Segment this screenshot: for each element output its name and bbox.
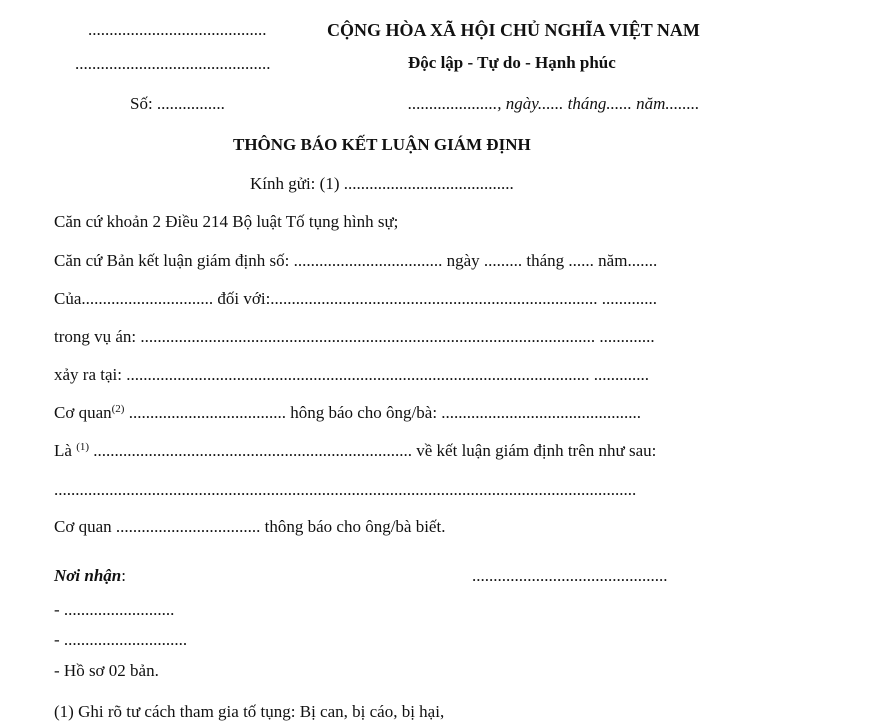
issuer-name-blank: .......................................... bbox=[88, 20, 267, 39]
participant-role-line bbox=[54, 441, 656, 461]
legal-basis-line: Căn cứ khoản 2 Điều 214 Bộ luật Tố tụng hình sự; bbox=[54, 212, 399, 231]
document-number: Số: ................ bbox=[130, 94, 225, 113]
footnote-ref-2: (2) bbox=[111, 403, 125, 415]
notify-person-blank: ..................................... hông báo cho ông/bà: ............................................... bbox=[124, 403, 642, 422]
footnote-ref-1: (1) bbox=[76, 441, 90, 453]
recipients-label: Nơi nhận bbox=[54, 566, 122, 585]
location-line: xảy ra tại: ............................................................................................................. ............. bbox=[54, 365, 649, 384]
role-label: Là bbox=[54, 441, 77, 460]
national-motto: Độc lập - Tự do - Hạnh phúc bbox=[408, 53, 616, 72]
recipient-item-3: - Hồ sơ 02 bản. bbox=[54, 661, 159, 680]
agency-label: Cơ quan bbox=[54, 403, 112, 422]
recipients-heading bbox=[54, 566, 126, 586]
country-name: CỘNG HÒA XÃ HỘI CHỦ NGHĨA VIỆT NAM bbox=[327, 20, 700, 40]
conclusion-content-blank: ......................................................................................................................................... bbox=[54, 480, 637, 499]
notifying-agency-line bbox=[54, 403, 641, 423]
date-line: ....................., ngày...... tháng...... năm........ bbox=[408, 94, 700, 113]
case-line: trong vụ án: ........................................................................................................... ............. bbox=[54, 327, 655, 346]
document-title: THÔNG BÁO KẾT LUẬN GIÁM ĐỊNH bbox=[233, 135, 531, 154]
conclusion-reference-line: Căn cứ Bản kết luận giám định số: ................................... ngày ......... tháng ...... năm....... bbox=[54, 251, 658, 270]
signature-blank: .............................................. bbox=[472, 566, 668, 585]
role-blank: ........................................................................... về kết luận giám định trên như sau: bbox=[89, 441, 657, 460]
closing-line: Cơ quan .................................. thông báo cho ông/bà biết. bbox=[54, 517, 446, 536]
recipients-colon: : bbox=[121, 566, 126, 585]
footnote-1: (1) Ghi rõ tư cách tham gia tố tụng: Bị can, bị cáo, bị hại, bbox=[54, 702, 445, 721]
issuer-unit-blank: .............................................. bbox=[75, 54, 271, 73]
recipient-line: Kính gửi: (1) ........................................ bbox=[250, 174, 514, 193]
subject-line: Của............................... đối với:............................................................................. ............. bbox=[54, 289, 658, 308]
recipient-item-1: - .......................... bbox=[54, 600, 175, 619]
recipient-item-2: - ............................. bbox=[54, 630, 188, 649]
